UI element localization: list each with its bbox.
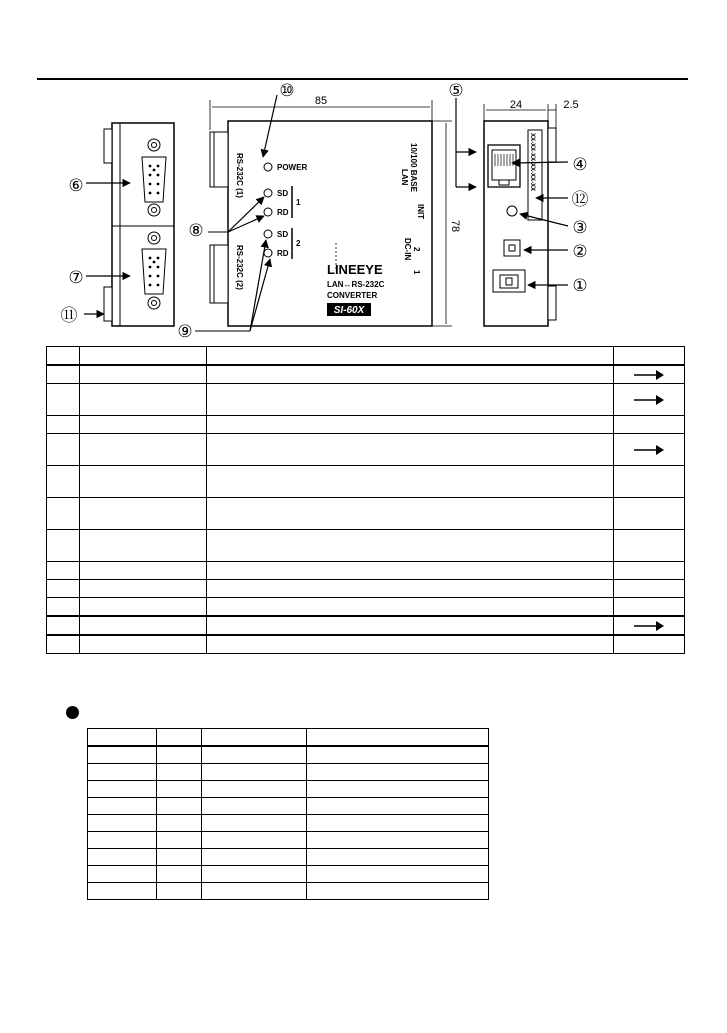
callout-3: ③ xyxy=(572,218,588,238)
table-row xyxy=(88,832,489,849)
arrow-icon xyxy=(614,365,685,384)
sd2-label: SD xyxy=(277,230,289,239)
table-row xyxy=(88,849,489,866)
sd2-led xyxy=(264,230,272,238)
dcin-1-label: 1 xyxy=(412,270,421,275)
table-row xyxy=(88,764,489,781)
init-label: INIT xyxy=(416,204,425,220)
lan-label-2: LAN xyxy=(400,169,409,186)
rd2-label: RD xyxy=(277,249,289,258)
bullet-icon xyxy=(66,706,79,719)
rd2-led xyxy=(264,249,272,257)
table-row xyxy=(47,347,685,366)
brand-model: SI-60X xyxy=(333,305,365,316)
lan-port xyxy=(488,145,520,187)
table-row xyxy=(88,815,489,832)
table-row xyxy=(88,746,489,764)
dim-offset: 2.5 xyxy=(563,99,579,111)
dcin-label: DC-IN xyxy=(403,238,412,261)
callout-12: ⑫ xyxy=(571,190,589,210)
port2-label: 2 xyxy=(296,239,301,248)
port1-label: 1 xyxy=(296,198,301,207)
sd1-led xyxy=(264,189,272,197)
brand-logo: LINEEYE xyxy=(327,262,383,277)
arrow-icon xyxy=(614,384,685,416)
dcin-2-label: 2 xyxy=(412,247,421,252)
arrow-icon xyxy=(614,434,685,466)
brand-line2: CONVERTER xyxy=(327,291,378,300)
rs232c-2-label: RS-232C (2) xyxy=(235,245,244,290)
rd1-label: RD xyxy=(277,208,289,217)
table-row xyxy=(47,530,685,562)
table-row xyxy=(47,498,685,530)
table-row xyxy=(88,781,489,798)
callout-2: ② xyxy=(572,242,588,262)
table-row xyxy=(88,729,489,747)
table-row xyxy=(88,883,489,900)
device-diagram xyxy=(0,0,727,345)
callout-7: ⑦ xyxy=(68,268,84,288)
left-side-view xyxy=(84,123,174,326)
callout-4: ④ xyxy=(572,155,588,175)
table-row xyxy=(88,798,489,815)
right-end-view xyxy=(484,104,568,326)
callout-1: ① xyxy=(572,276,588,296)
callout-6: ⑥ xyxy=(68,176,84,196)
init-button xyxy=(507,206,517,216)
callout-5-arrows xyxy=(456,98,476,187)
dim-height: 78 xyxy=(449,219,461,233)
table-row xyxy=(88,866,489,883)
table-row xyxy=(47,635,685,654)
mac-text: XX-XX-XX-XX-XX-XX xyxy=(529,133,535,192)
pin-table xyxy=(87,728,489,900)
table-row xyxy=(47,384,685,416)
callout-5: ⑤ xyxy=(448,81,464,101)
table-row xyxy=(47,365,685,384)
callout-10: ⑩ xyxy=(279,81,295,101)
table-row xyxy=(47,416,685,434)
table-row xyxy=(47,616,685,635)
dim-depth: 24 xyxy=(509,99,523,111)
table-row xyxy=(47,598,685,617)
table-row xyxy=(47,580,685,598)
rd1-led xyxy=(264,208,272,216)
sd1-label: SD xyxy=(277,189,289,198)
spec-table xyxy=(46,346,685,654)
callout-11: ⑪ xyxy=(60,306,78,326)
brand-line1: LAN↔RS-232C xyxy=(327,280,385,289)
power-led xyxy=(264,163,272,171)
table-row xyxy=(47,434,685,466)
callout-9: ⑨ xyxy=(177,322,193,342)
rs232c-1-label: RS-232C (1) xyxy=(235,153,244,198)
table-row xyxy=(47,466,685,498)
callout-8: ⑧ xyxy=(188,221,204,241)
arrow-icon xyxy=(614,616,685,635)
power-label: POWER xyxy=(277,163,308,172)
dim-width: 85 xyxy=(314,95,328,107)
table-row xyxy=(47,562,685,580)
lan-label-1: 10/100 BASE xyxy=(409,143,418,192)
top-view xyxy=(195,95,452,331)
